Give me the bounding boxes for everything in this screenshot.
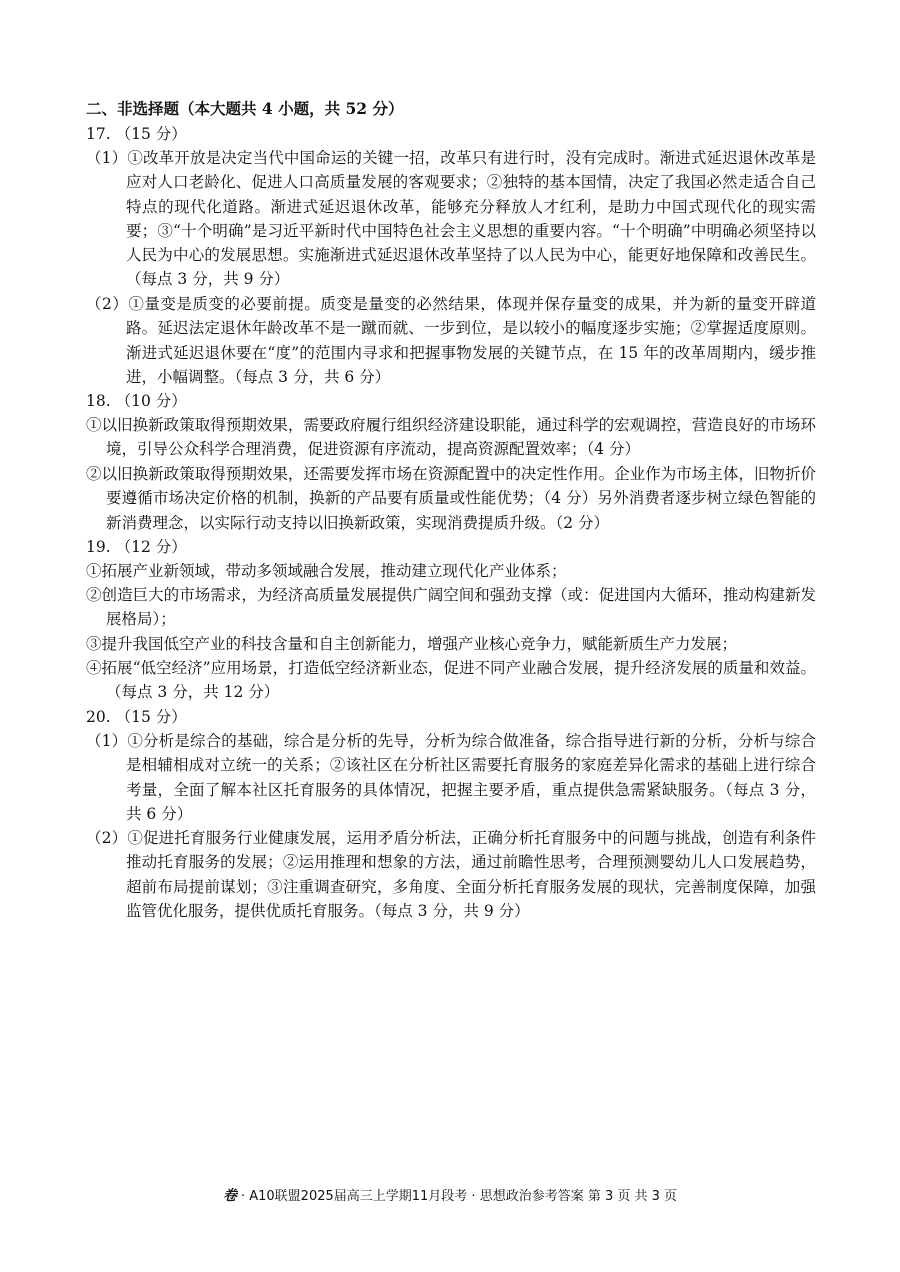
q19-point3: ③提升我国低空产业的科技含量和自主创新能力，增强产业核心竞争力，赋能新质生产力发展；: [86, 635, 738, 653]
q19-point1: ①拓展产业新领域，带动多领域融合发展，推动建立现代化产业体系；: [86, 562, 567, 580]
section-title: 二、非选择题（本大题共 4 小题，共 52 分）: [86, 99, 404, 118]
publisher-logo: 卷: [222, 1188, 237, 1204]
page-footer: [0, 1185, 900, 1205]
footer-text: · A10联盟2025届高三上学期11月段考 · 思想政治参考答案 第 3 页 共 3 页: [240, 1189, 678, 1204]
q19-point4: ④拓展“低空经济”应用场景，打造低空经济新业态，促进不同产业融合发展，提升经济发展的质量和效益。（每点 3 分，共 12 分）: [86, 659, 816, 702]
q19-point2: ②创造巨大的市场需求，为经济高质量发展提供广阔空间和强劲支撑（或：促进国内大循环，推动构建新发展格局）；: [86, 586, 816, 629]
q18-heading: 18. （10 分）: [86, 392, 187, 410]
q17-part2: （2）①量变是质变的必要前提。质变是量变的必然结果，体现并保存量变的成果，并为新的量变开辟道路。延迟法定退休年龄改革不是一蹴而就、一步到位，是以较小的幅度逐步实施；②掌握适度原则。渐进式延迟退休要在“度”的范围内寻求和把握事物发展的关键节点，在 15 年的改革周期内，缓步推进，小幅调整。（每点 3 分，共 6 分）: [86, 295, 816, 386]
q18-point1: ①以旧换新政策取得预期效果，需要政府履行组织经济建设职能，通过科学的宏观调控，营造良好的市场环境，引导公众科学合理消费，促进资源有序流动，提高资源配置效率；（4 分）: [86, 416, 816, 459]
q17-part1: （1）①改革开放是决定当代中国命运的关键一招，改革只有进行时，没有完成时。渐进式延迟退休改革是应对人口老龄化、促进人口高质量发展的客观要求；②独特的基本国情，决定了我国必然走适合自己特点的现代化道路。渐进式延迟退休改革，能够充分释放人才红利，是助力中国式现代化的现实需要；③“十个明确”是习近平新时代中国特色社会主义思想的重要内容。“十个明确”中明确必须坚持以人民为中心的发展思想。实施渐进式延迟退休改革坚持了以人民为中心，能更好地保障和改善民生。（每点 3 分，共 9 分）: [86, 149, 816, 289]
q20-part2: （2）①促进托育服务行业健康发展，运用矛盾分析法，正确分析托育服务中的问题与挑战，创造有利条件推动托育服务的发展；②运用推理和想象的方法，通过前瞻性思考，合理预测婴幼儿人口发展趋势，超前布局提前谋划；③注重调查研究，多角度、全面分析托育服务发展的现状，完善制度保障，加强监管优化服务，提供优质托育服务。（每点 3 分，共 9 分）: [86, 829, 816, 920]
q20-part1: （1）①分析是综合的基础，综合是分析的先导，分析为综合做准备，综合指导进行新的分析，分析与综合是相辅相成对立统一的关系；②该社区在分析社区需要托育服务的家庭差异化需求的基础上进行综合考量，全面了解本社区托育服务的具体情况，把握主要矛盾，重点提供急需紧缺服务。（每点 3 分，共 6 分）: [86, 732, 816, 823]
q17-heading: 17. （15 分）: [86, 125, 187, 143]
q19-heading: 19. （12 分）: [86, 538, 187, 556]
q20-heading: 20. （15 分）: [86, 708, 187, 726]
q18-point2: ②以旧换新政策取得预期效果，还需要发挥市场在资源配置中的决定性作用。企业作为市场主体，旧物折价要遵循市场决定价格的机制，换新的产品要有质量或性能优势；（4 分）另外消费者逐步树立绿色智能的新消费理念，以实际行动支持以旧换新政策，实现消费提质升级。（2 分）: [86, 465, 816, 532]
